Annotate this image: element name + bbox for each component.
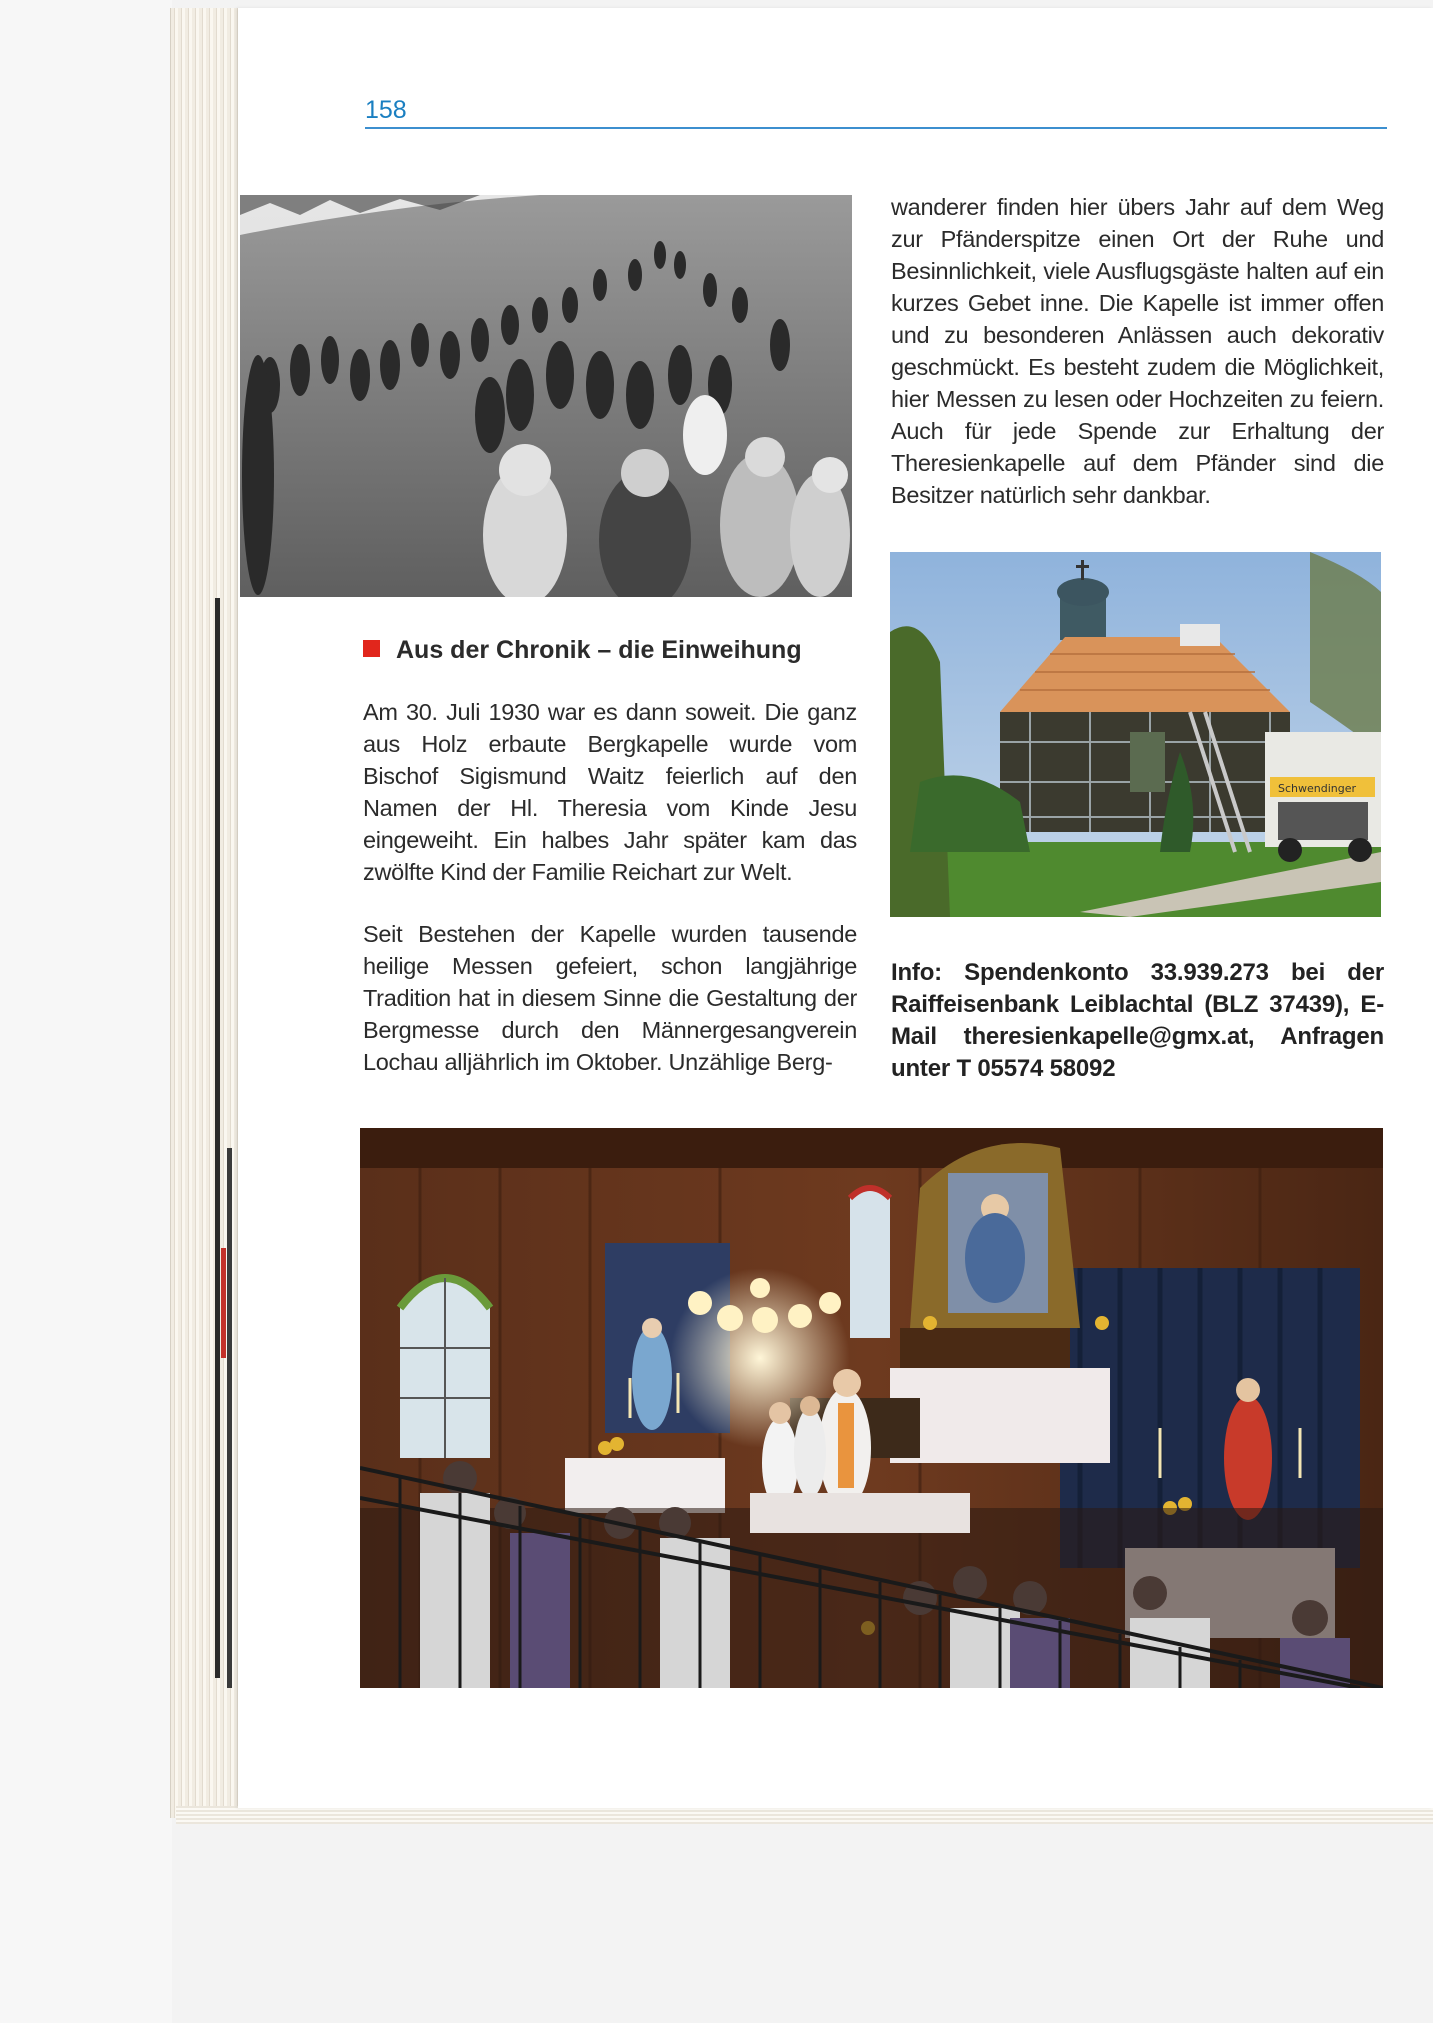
left-paragraph-2: Seit Bestehen der Kapelle wurden tausende heilige Messen gefeiert, schon langjährige Tradition hat in diesem Sinne die Gestaltung der Bergmesse durch den Männergesangverein Lochau alljährlich im Oktober. Unzählige Berg- (363, 921, 857, 1075)
heading-bullet-icon (363, 640, 380, 657)
section-heading-text: Aus der Chronik – die Einweihung (396, 636, 802, 664)
right-column-text (891, 191, 1384, 541)
page-number: 158 (365, 96, 407, 124)
procession-photo (240, 195, 852, 597)
section-heading (363, 636, 802, 665)
header-rule (365, 127, 1387, 129)
scan-background (0, 0, 172, 2023)
truck-lettering: Schwendinger (1278, 782, 1357, 795)
book-page-edges (170, 8, 243, 1818)
chapel-interior-photo (360, 1128, 1383, 1688)
info-block: Info: Spendenkonto 33.939.273 bei der Raiffeisenbank Leiblachtal (BLZ 37439), E-Mail theresienkapelle@gmx.at, Anfragen unter T 05574 58092 (891, 959, 1384, 1082)
left-paragraph-1: Am 30. Juli 1930 war es dann soweit. Die ganz aus Holz erbaute Bergkapelle wurde vom Bischof Sigismund Waitz feierlich auf den Namen der Hl. Theresia vom Kinde Jesu eingeweiht. Ein halbes Jahr später kam das zwölfte Kind der Familie Reichart zur Welt. (363, 699, 857, 885)
left-column-text (363, 696, 857, 1108)
chapel-renovation-photo (890, 552, 1381, 917)
right-paragraph: wanderer finden hier übers Jahr auf dem Weg zur Pfänderspitze einen Ort der Ruhe und Besinnlichkeit, viele Ausflugsgäste halten auf ein kurzes Gebet inne. Die Kapelle ist immer offen und zu besonderen Anlässen auch dekorativ geschmückt. Es besteht zudem die Möglichkeit, hier Messen zu lesen oder Hochzeiten zu feiern. Auch für jede Spende zur Erhaltung der Theresienkapelle auf dem Pfänder sind die Besitzer natürlich sehr dankbar. (891, 194, 1384, 508)
book-bottom-edge (176, 1806, 1433, 1824)
